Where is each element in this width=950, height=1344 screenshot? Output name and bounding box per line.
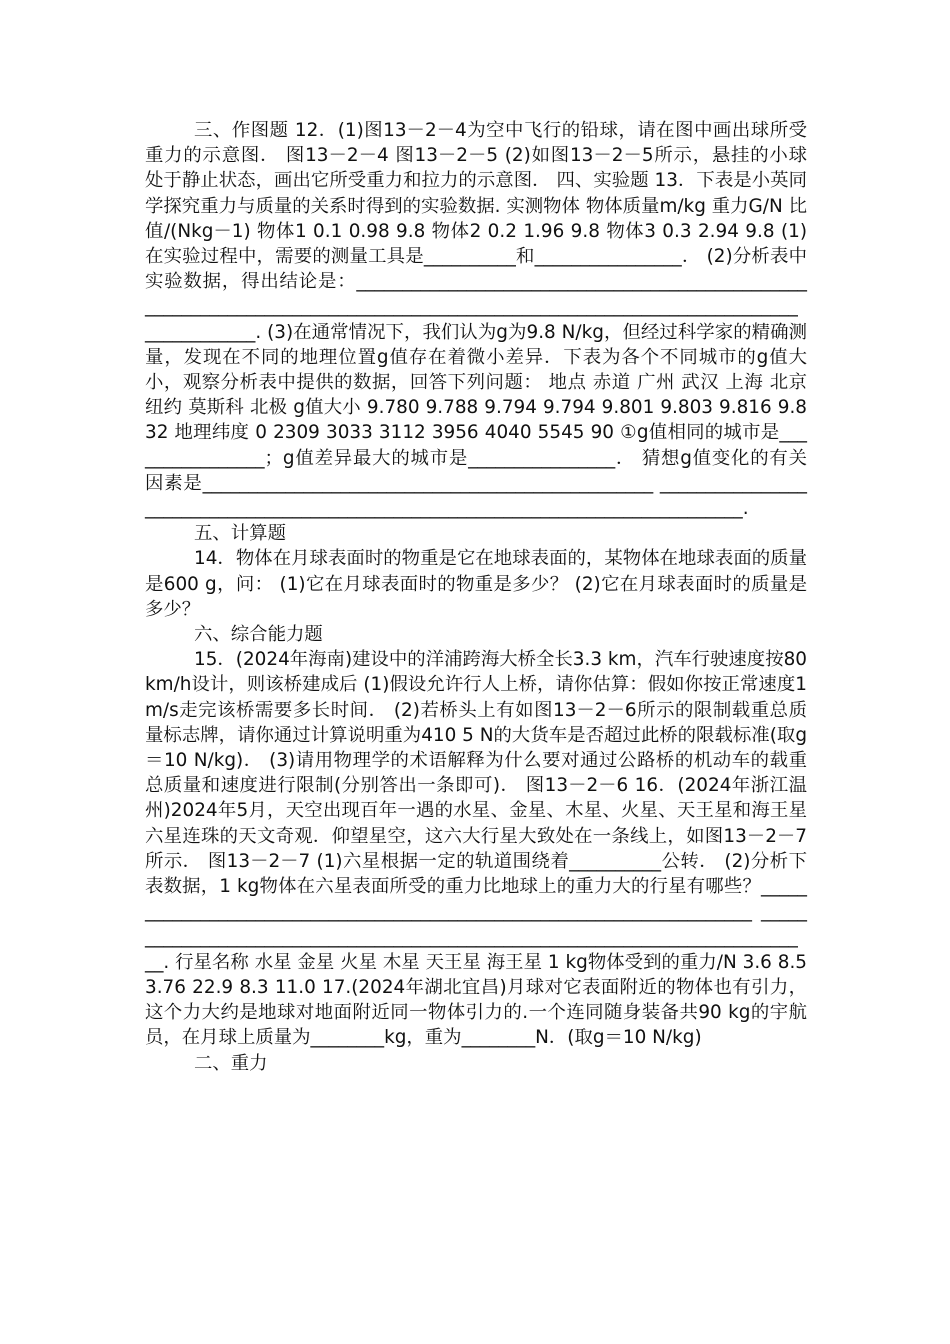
section-heading-gravity: 二、重力 [194,1052,268,1074]
questions-15-17: 15．(2024年海南)建设中的洋浦跨海大桥全长3.3 km，汽车行驶速度按80 km/h设计，则该桥建成后 (1)假设允许行人上桥，请你估算：假如你按正常速度1 m/s走完该桥需要多长时间． (2)若桥头上有如图13－2－6所示的限制载重总质量标志牌，请你通过计算说明重为410 5 N的大货车是否超过此桥的限载标准(取g＝10 N/kg)． (3)请用物理学的术语解释为什么要对通过公路桥的机动车的载重总质量和速度进行限制(分别答出一条即可)． 图13－2－6 16．(2024年浙江温州)2024年5月，天空出现百年一遇的水星、金星、木星、火星、天王星和海王星六星连珠的天文奇观．仰望星空，这六大行星大致处在一条线上，如图13－2－7所示． 图13－2－7 (1)六星根据一定的轨道围绕着__________公转． (2)分析下表数据，1 kg物体在六星表面所受的重力比地球上的重力大的行星有哪些？_______________________________________________________________________ ______________________________________________________________________________. 行星名称 水星 金星 火星 木星 天王星 海王星 1 kg物体受到的重力/N 3.6 8.5 3.76 22.9 8.3 11.0 17.(2024年湖北宜昌)月球对它表面附近的物体也有引力，这个力大约是地球对地面附近同一物体引力的.一个连同随身装备共90 kg的宇航员，在月球上质量为________kg，重为________N．(取g＝10 N/kg) [145,649,807,1049]
document-page [145,118,807,1076]
section-heading-calculation: 五、计算题 [194,523,286,545]
exercise-section-drawing-experiment: 三、作图题 12．(1)图13－2－4为空中飞行的铅球，请在图中画出球所受重力的示意图． 图13－2－4 图13－2－5 (2)如图13－2－5所示，悬挂的小球处于静止状态，画出它所受重力和拉力的示意图． 四、实验题 13．下表是小英同学探究重力与质量的关系时得到的实验数据. 实测物体 物体质量m/kg 重力G/N 比值/(Nkg－1) 物体1 0.1 0.98 9.8 物体2 0.2 1.96 9.8 物体3 0.3 2.94 9.8 (1)在实验过程中，需要的测量工具是__________和________________． (2)分析表中实验数据，得出结论是：_________________________________________________ ___________________________________________________________________________________. (3)在通常情况下，我们认为g为9.8 N/kg，但经过科学家的精确测量，发现在不同的地理位置g值存在着微小差异．下表为各个不同城市的g值大小，观察分析表中提供的数据，回答下列问题： 地点 赤道 广州 武汉 上海 北京 纽约 莫斯科 北极 g值大小 9.780 9.788 9.794 9.794 9.801 9.803 9.816 9.832 地理纬度 0 2309 3033 3112 3956 4040 5545 90 ①g值相同的城市是________________；g值差异最大的城市是________________． 猜想g值变化的有关因素是_________________________________________________ _________________________________________________________________________________. [145,120,807,520]
question-14: 14．物体在月球表面时的物重是它在地球表面的，某物体在地球表面的质量是600 g，问： (1)它在月球表面时的物重是多少？ (2)它在月球表面时的质量是多少？ [145,548,807,620]
section-heading-comprehensive: 六、综合能力题 [194,624,323,646]
